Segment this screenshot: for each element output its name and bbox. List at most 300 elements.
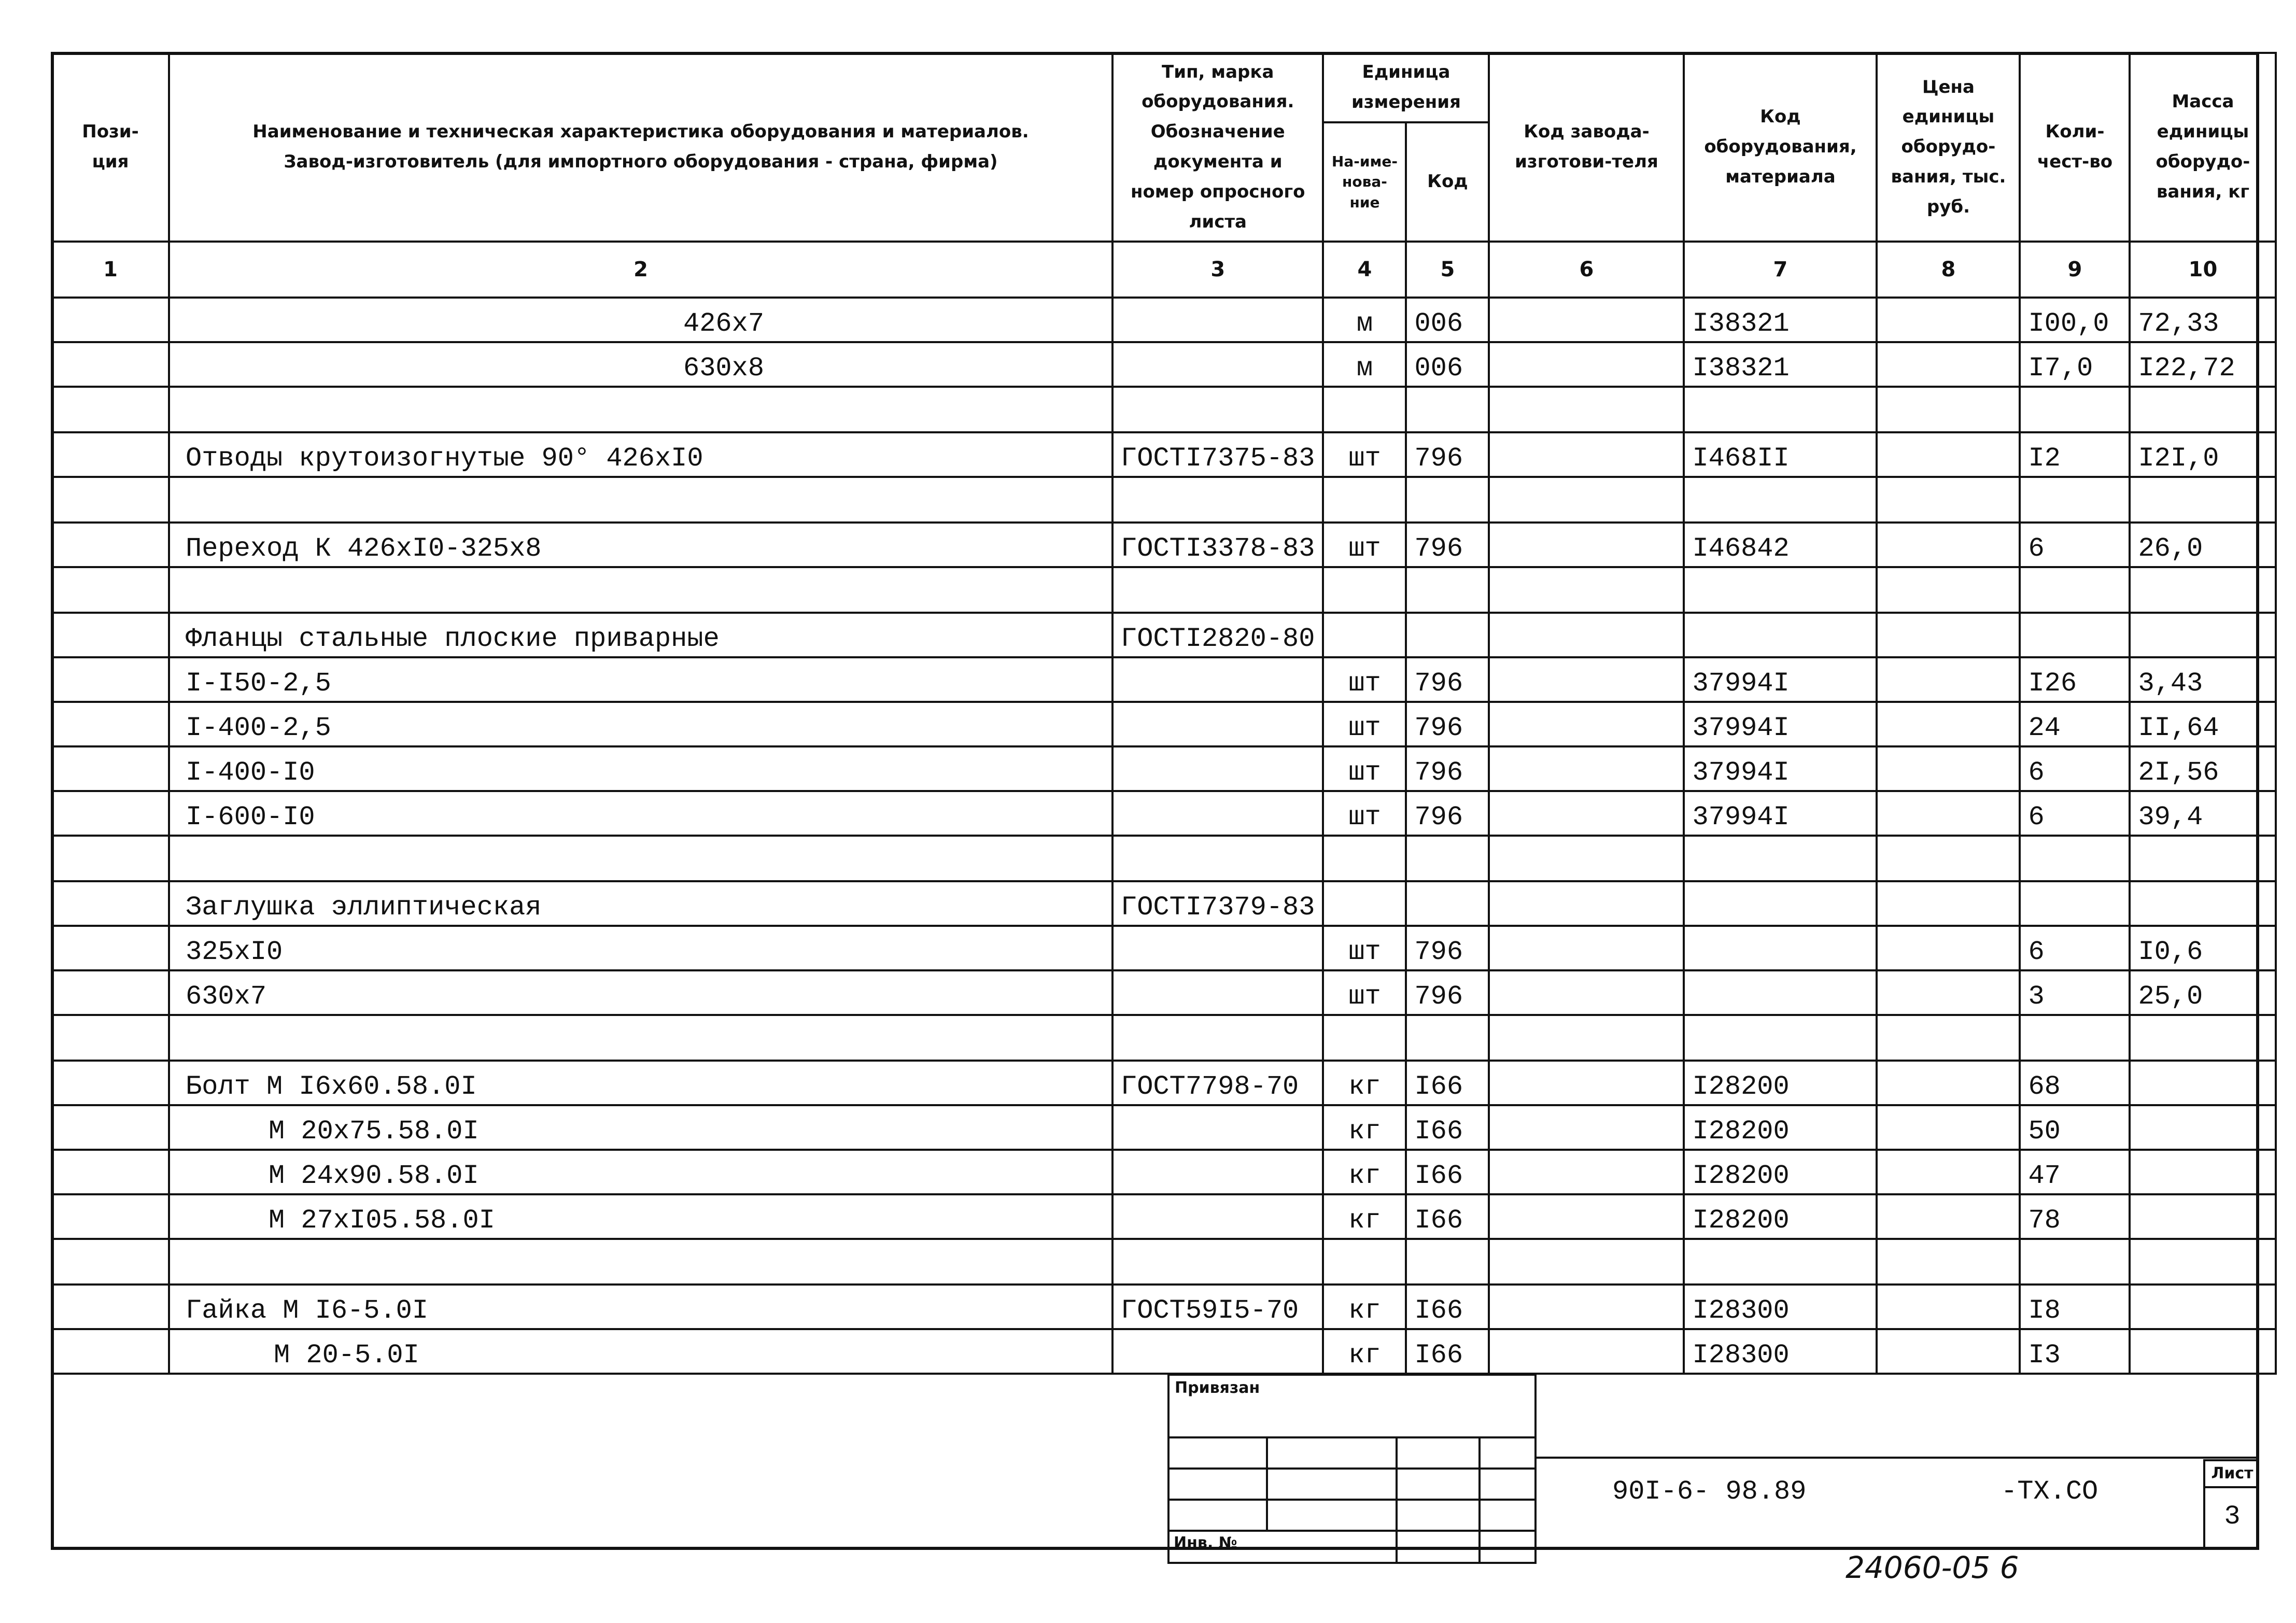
cell-manufacturer-code [1489,1150,1684,1194]
handwritten-archive-number: 24060-05 6 [1846,1550,2019,1585]
header-unit-name: На-име-нова-ние [1323,122,1406,242]
cell-position [52,567,169,613]
cell-document [1112,1239,1323,1285]
column-number: 4 [1323,242,1406,298]
cell-document [1112,1015,1323,1061]
cell-position [52,1239,169,1285]
cell-manufacturer-code [1489,1061,1684,1105]
cell-quantity: I00,0 [2020,298,2130,342]
cell-document [1112,926,1323,970]
stamp-cell [1267,1500,1397,1531]
cell-unit-code [1406,567,1489,613]
spacer-row [52,1239,2276,1285]
cell-price [1877,1194,2020,1239]
cell-document [1112,342,1323,387]
cell-name: М 24x90.58.0I [169,1150,1112,1194]
cell-unit-code: 796 [1406,746,1489,791]
cell-equipment-code [1684,836,1877,881]
cell-unit: шт [1323,702,1406,746]
table-row [52,523,2276,567]
cell-document [1112,836,1323,881]
table-row [52,298,2276,342]
table-row [52,1105,2276,1150]
cell-price [1877,432,2020,477]
specification-table [51,52,2277,1375]
cell-mass [2130,567,2276,613]
cell-unit-code: 796 [1406,657,1489,702]
table-row [52,926,2276,970]
cell-equipment-code [1684,926,1877,970]
cell-position [52,342,169,387]
cell-price [1877,387,2020,432]
cell-mass [2130,387,2276,432]
cell-unit-code [1406,477,1489,523]
cell-equipment-code [1684,1239,1877,1285]
cell-price [1877,1061,2020,1105]
cell-document [1112,387,1323,432]
cell-unit: кг [1323,1329,1406,1374]
cell-mass: 3,43 [2130,657,2276,702]
cell-position [52,432,169,477]
cell-price [1877,342,2020,387]
cell-document [1112,1105,1323,1150]
cell-name [169,477,1112,523]
cell-document [1112,1329,1323,1374]
cell-position [52,970,169,1015]
cell-unit: кг [1323,1285,1406,1329]
cell-quantity [2020,567,2130,613]
spacer-row [52,387,2276,432]
cell-position [52,1061,169,1105]
cell-unit [1323,881,1406,926]
cell-price [1877,298,2020,342]
stamp-cell [1480,1437,1536,1469]
cell-manufacturer-code [1489,1105,1684,1150]
cell-document: ГОСТI2820-80 [1112,613,1323,657]
cell-quantity: 47 [2020,1150,2130,1194]
document-code: 90I-6- 98.89 [1612,1476,1807,1507]
header-unit-code: Код [1406,122,1489,242]
column-number: 9 [2020,242,2130,298]
cell-position [52,1285,169,1329]
cell-manufacturer-code [1489,970,1684,1015]
cell-manufacturer-code [1489,432,1684,477]
cell-quantity [2020,613,2130,657]
cell-manufacturer-code [1489,342,1684,387]
cell-price [1877,836,2020,881]
cell-unit [1323,567,1406,613]
cell-mass [2130,1105,2276,1150]
cell-unit: м [1323,298,1406,342]
cell-unit: кг [1323,1105,1406,1150]
cell-equipment-code: I28200 [1684,1194,1877,1239]
cell-position [52,298,169,342]
cell-name: I-600-I0 [169,791,1112,836]
cell-quantity: I8 [2020,1285,2130,1329]
cell-equipment-code [1684,387,1877,432]
table-row [52,613,2276,657]
cell-manufacturer-code [1489,836,1684,881]
table-row [52,1329,2276,1374]
cell-unit-code [1406,1239,1489,1285]
cell-name: 325xI0 [169,926,1112,970]
cell-manufacturer-code [1489,1194,1684,1239]
cell-unit: шт [1323,657,1406,702]
spacer-row [52,1015,2276,1061]
cell-position [52,791,169,836]
cell-position [52,746,169,791]
cell-manufacturer-code [1489,523,1684,567]
cell-name: М 27xI05.58.0I [169,1194,1112,1239]
cell-equipment-code: I28300 [1684,1329,1877,1374]
cell-name: Гайка М I6-5.0I [169,1285,1112,1329]
cell-price [1877,881,2020,926]
cell-price [1877,1329,2020,1374]
cell-name [169,567,1112,613]
cell-name: I-I50-2,5 [169,657,1112,702]
cell-unit: шт [1323,746,1406,791]
table-row [52,791,2276,836]
specification-body [52,298,2276,1374]
cell-equipment-code [1684,881,1877,926]
cell-document [1112,298,1323,342]
cell-unit [1323,613,1406,657]
cell-quantity: 78 [2020,1194,2130,1239]
cell-equipment-code: 37994I [1684,702,1877,746]
stamp-cell [1397,1531,1480,1563]
stamp-cell [1168,1469,1267,1500]
cell-position [52,1150,169,1194]
cell-price [1877,970,2020,1015]
cell-position [52,613,169,657]
cell-position [52,1105,169,1150]
cell-mass [2130,881,2276,926]
column-number: 3 [1112,242,1323,298]
cell-unit [1323,1239,1406,1285]
cell-unit: кг [1323,1194,1406,1239]
cell-position [52,1329,169,1374]
cell-position [52,657,169,702]
document-suffix: -ТХ.СО [2001,1476,2098,1507]
table-row [52,1285,2276,1329]
cell-equipment-code [1684,567,1877,613]
cell-quantity [2020,1239,2130,1285]
header-name [169,53,1112,242]
cell-quantity: 6 [2020,746,2130,791]
cell-equipment-code: I38321 [1684,298,1877,342]
stamp-grid [1167,1374,1537,1564]
column-number: 1 [52,242,169,298]
cell-equipment-code: I28200 [1684,1061,1877,1105]
cell-document [1112,477,1323,523]
cell-price [1877,1105,2020,1150]
column-number: 2 [169,242,1112,298]
stamp-inv-label: Инв. № [1168,1531,1397,1563]
cell-manufacturer-code [1489,1329,1684,1374]
cell-mass [2130,1061,2276,1105]
table-row [52,881,2276,926]
stamp-cell [1397,1500,1480,1531]
cell-unit-code: I66 [1406,1194,1489,1239]
cell-equipment-code [1684,613,1877,657]
cell-unit: м [1323,342,1406,387]
column-number-row [52,242,2276,298]
cell-price [1877,1015,2020,1061]
cell-quantity: I26 [2020,657,2130,702]
table-row [52,702,2276,746]
header-mass: Масса единицы оборудо-вания, кг [2130,53,2276,242]
cell-manufacturer-code [1489,298,1684,342]
cell-manufacturer-code [1489,1015,1684,1061]
cell-name: I-400-2,5 [169,702,1112,746]
cell-equipment-code: I28200 [1684,1150,1877,1194]
stamp-cell [1267,1469,1397,1500]
cell-equipment-code: I38321 [1684,342,1877,387]
cell-name: Фланцы стальные плоские приварные [169,613,1112,657]
cell-mass: 25,0 [2130,970,2276,1015]
cell-quantity: 6 [2020,926,2130,970]
cell-equipment-code: I28300 [1684,1285,1877,1329]
cell-mass: I2I,0 [2130,432,2276,477]
cell-position [52,523,169,567]
cell-mass [2130,1329,2276,1374]
cell-mass [2130,477,2276,523]
spacer-row [52,477,2276,523]
cell-quantity: 24 [2020,702,2130,746]
cell-name [169,387,1112,432]
cell-price [1877,523,2020,567]
cell-document: ГОСТI7379-83 [1112,881,1323,926]
cell-unit [1323,387,1406,432]
cell-name [169,836,1112,881]
stamp-cell [1397,1437,1480,1469]
cell-manufacturer-code [1489,477,1684,523]
cell-unit [1323,836,1406,881]
header-equipment-code: Код оборудования, материала [1684,53,1877,242]
sheet-label: Лист [2205,1461,2259,1488]
cell-manufacturer-code [1489,613,1684,657]
cell-position [52,477,169,523]
cell-mass [2130,1015,2276,1061]
cell-price [1877,746,2020,791]
cell-name: М 20x75.58.0I [169,1105,1112,1150]
spacer-row [52,567,2276,613]
cell-manufacturer-code [1489,926,1684,970]
cell-name: 426x7 [169,298,1112,342]
cell-equipment-code: I46842 [1684,523,1877,567]
cell-document: ГОСТI7375-83 [1112,432,1323,477]
cell-price [1877,791,2020,836]
cell-unit-code [1406,387,1489,432]
stamp-cell [1267,1437,1397,1469]
cell-price [1877,702,2020,746]
cell-quantity: 6 [2020,791,2130,836]
header-type: Тип, марка оборудования. Обозначение документа и номер опросного листа [1112,53,1323,242]
cell-position [52,702,169,746]
cell-mass [2130,613,2276,657]
cell-position [52,1194,169,1239]
cell-equipment-code: I468II [1684,432,1877,477]
cell-document [1112,746,1323,791]
cell-price [1877,1150,2020,1194]
cell-mass: 39,4 [2130,791,2276,836]
header-price: Цена единицы оборудо-вания, тыс. руб. [1877,53,2020,242]
cell-unit-code [1406,881,1489,926]
cell-equipment-code: 37994I [1684,791,1877,836]
header-unit-group: Единица измерения [1323,53,1489,122]
cell-manufacturer-code [1489,702,1684,746]
cell-mass: 72,33 [2130,298,2276,342]
header-quantity: Коли-чест-во [2020,53,2130,242]
cell-price [1877,477,2020,523]
cell-price [1877,657,2020,702]
cell-name: М 20-5.0I [169,1329,1112,1374]
cell-unit-code: 006 [1406,342,1489,387]
cell-document [1112,657,1323,702]
column-number: 8 [1877,242,2020,298]
cell-document [1112,970,1323,1015]
cell-unit-code: I66 [1406,1150,1489,1194]
cell-unit-code: I66 [1406,1061,1489,1105]
cell-unit-code: 796 [1406,432,1489,477]
cell-unit: шт [1323,926,1406,970]
cell-equipment-code: 37994I [1684,746,1877,791]
cell-unit [1323,477,1406,523]
cell-unit-code: I66 [1406,1285,1489,1329]
stamp-cell [1397,1469,1480,1500]
cell-unit-code: I66 [1406,1329,1489,1374]
cell-document [1112,702,1323,746]
cell-manufacturer-code [1489,1285,1684,1329]
cell-position [52,926,169,970]
cell-quantity [2020,881,2130,926]
table-row [52,657,2276,702]
column-number: 5 [1406,242,1489,298]
cell-name: Отводы крутоизогнутые 90° 426xI0 [169,432,1112,477]
cell-name: 630x7 [169,970,1112,1015]
cell-name: 630x8 [169,342,1112,387]
cell-unit [1323,1015,1406,1061]
cell-position [52,1015,169,1061]
cell-unit-code [1406,1015,1489,1061]
cell-quantity: 3 [2020,970,2130,1015]
cell-quantity: I3 [2020,1329,2130,1374]
cell-quantity [2020,387,2130,432]
cell-mass [2130,1194,2276,1239]
column-number: 7 [1684,242,1877,298]
cell-quantity [2020,477,2130,523]
cell-unit-code: 796 [1406,970,1489,1015]
cell-quantity: 6 [2020,523,2130,567]
cell-document [1112,791,1323,836]
spacer-row [52,836,2276,881]
cell-name [169,1239,1112,1285]
cell-unit: кг [1323,1061,1406,1105]
cell-price [1877,1285,2020,1329]
cell-manufacturer-code [1489,791,1684,836]
cell-document [1112,1150,1323,1194]
cell-price [1877,613,2020,657]
cell-manufacturer-code [1489,657,1684,702]
cell-position [52,836,169,881]
column-number: 10 [2130,242,2276,298]
cell-unit: кг [1323,1150,1406,1194]
cell-unit-code: 796 [1406,523,1489,567]
cell-manufacturer-code [1489,746,1684,791]
stamp-cell [1480,1531,1536,1563]
cell-manufacturer-code [1489,1239,1684,1285]
cell-name: Заглушка эллиптическая [169,881,1112,926]
cell-mass [2130,1150,2276,1194]
cell-manufacturer-code [1489,387,1684,432]
header-position: Пози- ция [52,53,169,242]
cell-manufacturer-code [1489,567,1684,613]
cell-name: Переход К 426xI0-325x8 [169,523,1112,567]
header-name-line1: Наименование и техническая характеристика оборудования и материалов. [252,121,1029,143]
cell-quantity [2020,836,2130,881]
cell-name: I-400-I0 [169,746,1112,791]
cell-unit-code: 006 [1406,298,1489,342]
cell-quantity: I2 [2020,432,2130,477]
title-block-divider [1534,1457,2259,1459]
cell-quantity: I7,0 [2020,342,2130,387]
stamp-attached-label: Привязан [1168,1375,1536,1437]
cell-name [169,1015,1112,1061]
cell-position [52,387,169,432]
table-row [52,746,2276,791]
cell-price [1877,1239,2020,1285]
cell-unit: шт [1323,432,1406,477]
cell-price [1877,567,2020,613]
cell-equipment-code: 37994I [1684,657,1877,702]
cell-mass: 26,0 [2130,523,2276,567]
stamp-cell [1168,1437,1267,1469]
cell-mass [2130,1239,2276,1285]
sheet-number-box [2203,1459,2259,1547]
header-name-line2: Завод-изготовитель (для импортного оборудования - страна, фирма) [284,151,998,172]
cell-mass: II,64 [2130,702,2276,746]
cell-equipment-code: I28200 [1684,1105,1877,1150]
cell-equipment-code [1684,970,1877,1015]
stamp-cell [1480,1500,1536,1531]
stamp-cell [1480,1469,1536,1500]
cell-document: ГОСТ59I5-70 [1112,1285,1323,1329]
cell-unit-code: 796 [1406,791,1489,836]
cell-document [1112,1194,1323,1239]
cell-name: Болт М I6x60.58.0I [169,1061,1112,1105]
cell-mass: 2I,56 [2130,746,2276,791]
table-row [52,342,2276,387]
cell-document: ГОСТI3378-83 [1112,523,1323,567]
cell-unit-code [1406,836,1489,881]
cell-position [52,881,169,926]
table-row [52,1194,2276,1239]
cell-mass [2130,1285,2276,1329]
header-row-1 [52,53,2276,122]
cell-mass: I0,6 [2130,926,2276,970]
column-number: 6 [1489,242,1684,298]
table-row [52,970,2276,1015]
cell-mass: I22,72 [2130,342,2276,387]
cell-unit-code: I66 [1406,1105,1489,1150]
cell-document: ГОСТ7798-70 [1112,1061,1323,1105]
cell-price [1877,926,2020,970]
cell-unit: шт [1323,791,1406,836]
sheet-number: 3 [2224,1501,2241,1532]
table-row [52,432,2276,477]
cell-mass [2130,836,2276,881]
cell-manufacturer-code [1489,881,1684,926]
